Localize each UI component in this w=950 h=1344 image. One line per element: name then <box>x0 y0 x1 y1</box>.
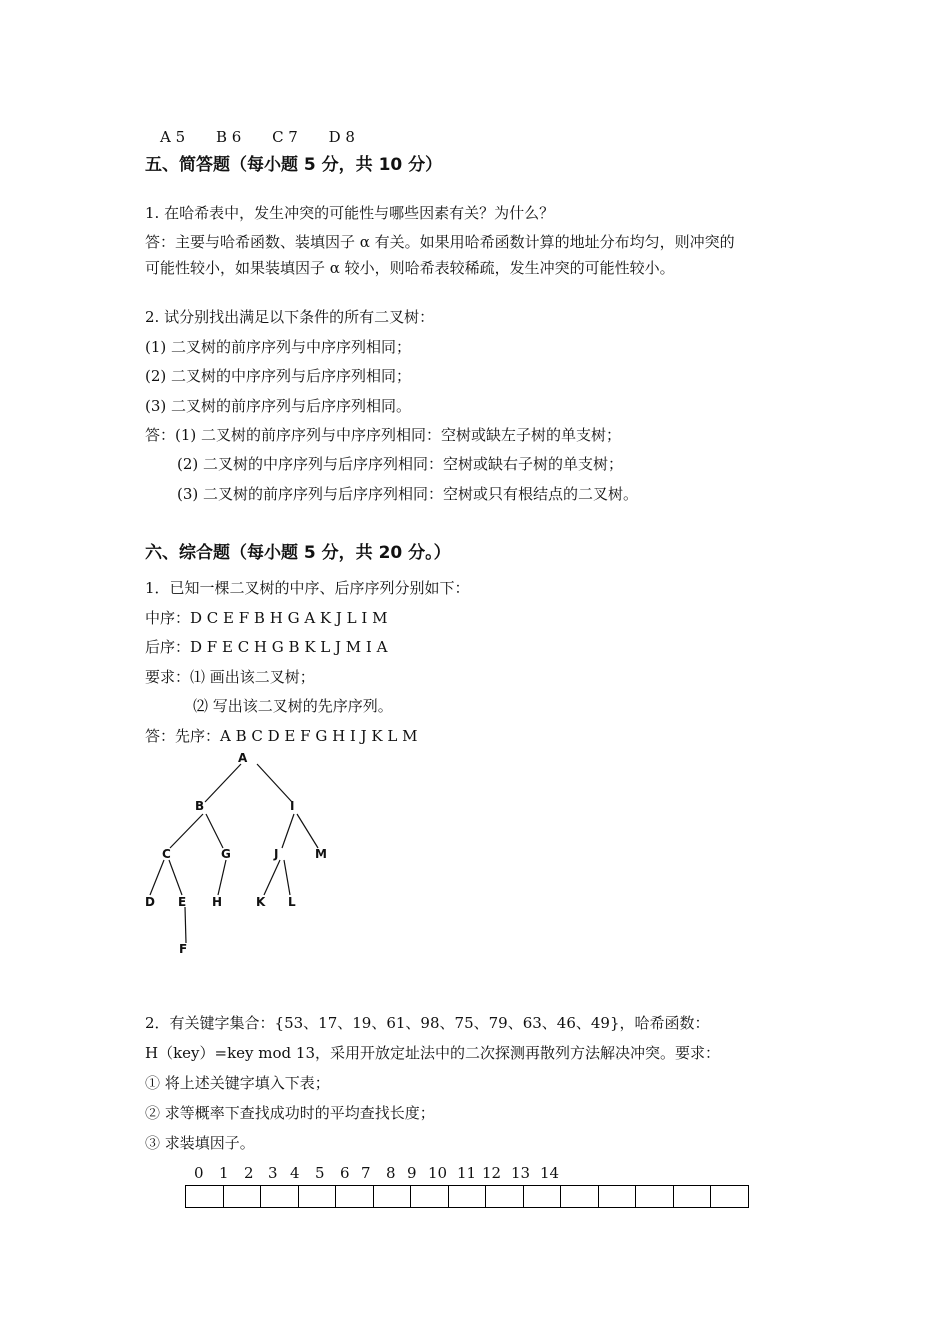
s6-q1-req1: 要求：⑴ 画出该二叉树； <box>145 668 315 686</box>
node-l: L <box>288 895 296 909</box>
edge-b-g <box>206 814 223 848</box>
hash-cell <box>598 1186 636 1208</box>
s5-q2-cond2: (2) 二叉树的中序序列与后序序列相同； <box>145 367 412 385</box>
index-8: 8 <box>386 1164 396 1182</box>
hash-cell <box>411 1186 449 1208</box>
node-b: B <box>195 799 205 813</box>
node-k: K <box>256 895 266 909</box>
edge-i-j <box>282 814 294 848</box>
index-5: 5 <box>315 1164 325 1182</box>
hash-cell <box>673 1186 711 1208</box>
option-d: D 8 <box>328 128 355 146</box>
index-2: 2 <box>244 1164 254 1182</box>
edge-e-f <box>185 907 186 943</box>
hash-cell <box>486 1186 524 1208</box>
choice-options <box>160 127 381 147</box>
hash-cell <box>373 1186 411 1208</box>
edge-g-h <box>218 860 226 895</box>
index-6: 6 <box>340 1164 350 1182</box>
s5-q2-question: 2. 试分别找出满足以下条件的所有二叉树： <box>145 308 435 326</box>
section5-title: 五、简答题（每小题 5 分，共 10 分） <box>145 155 443 175</box>
hash-cell <box>336 1186 374 1208</box>
node-j: J <box>274 847 279 861</box>
index-3: 3 <box>268 1164 278 1182</box>
node-h: H <box>212 895 223 909</box>
edge-i-m <box>297 814 318 848</box>
hash-table-row <box>186 1186 749 1208</box>
hash-cell <box>298 1186 336 1208</box>
hash-cell <box>523 1186 561 1208</box>
index-4: 4 <box>290 1164 300 1182</box>
node-g: G <box>221 847 231 861</box>
s5-q1-answer-line1: 答：主要与哈希函数、装填因子 α 有关。如果用哈希函数计算的地址分布均匀，则冲突的 <box>145 233 735 251</box>
node-m: M <box>315 847 327 861</box>
s5-q1-question: 1. 在哈希表中，发生冲突的可能性与哪些因素有关？为什么？ <box>145 204 555 222</box>
edge-a-b <box>205 764 241 802</box>
s5-q2-ans3: (3) 二叉树的前序序列与后序序列相同：空树或只有根结点的二叉树。 <box>177 485 639 503</box>
s6-q1-req2: ⑵ 写出该二叉树的先序序列。 <box>193 697 393 715</box>
index-9: 9 <box>407 1164 417 1182</box>
s6-q1-postorder: 后序：D F E C H G B K L J M I A <box>145 638 388 656</box>
hash-cell <box>711 1186 749 1208</box>
node-c: C <box>162 847 171 861</box>
edge-c-d <box>150 860 164 895</box>
option-c: C 7 <box>272 128 298 146</box>
node-e: E <box>178 895 187 909</box>
s5-q2-cond1: (1) 二叉树的前序序列与中序序列相同； <box>145 338 412 356</box>
index-1: 1 <box>219 1164 229 1182</box>
index-0: 0 <box>194 1164 204 1182</box>
s6-q2-line2: H（key）=key mod 13，采用开放定址法中的二次探测再散列方法解决冲突。要求： <box>145 1044 721 1062</box>
option-b: B 6 <box>215 128 242 146</box>
edge-c-e <box>169 860 182 895</box>
hash-cell <box>223 1186 261 1208</box>
binary-tree-diagram <box>140 748 340 963</box>
hash-cell <box>261 1186 299 1208</box>
s6-q1-answer: 答：先序：A B C D E F G H I J K L M <box>145 727 418 745</box>
s5-q2-cond3: (3) 二叉树的前序序列与后序序列相同。 <box>145 397 412 415</box>
s5-q2-ans2: (2) 二叉树的中序序列与后序序列相同：空树或缺右子树的单支树； <box>177 455 624 473</box>
index-7: 7 <box>361 1164 371 1182</box>
edge-b-c <box>170 814 203 848</box>
index-14: 14 <box>540 1164 560 1182</box>
s6-q2-req1: ① 将上述关键字填入下表； <box>145 1074 330 1092</box>
hash-cell <box>636 1186 674 1208</box>
node-d: D <box>145 895 155 909</box>
index-11: 11 <box>457 1164 477 1182</box>
edge-j-k <box>264 860 280 895</box>
s6-q2-req3: ③ 求装填因子。 <box>145 1134 255 1152</box>
s6-q1-question: 1．已知一棵二叉树的中序、后序序列分别如下： <box>145 579 470 597</box>
hash-cell <box>561 1186 599 1208</box>
option-a: A 5 <box>160 128 186 146</box>
section6-title: 六、综合题（每小题 5 分，共 20 分。） <box>145 543 451 563</box>
hash-cell <box>186 1186 224 1208</box>
node-i: I <box>290 799 295 813</box>
s5-q2-ans1: 答：(1) 二叉树的前序序列与中序序列相同：空树或缺左子树的单支树； <box>145 426 622 444</box>
s5-q1-answer-line2: 可能性较小，如果装填因子 α 较小，则哈希表较稀疏，发生冲突的可能性较小。 <box>145 259 675 277</box>
s6-q2-req2: ② 求等概率下查找成功时的平均查找长度； <box>145 1104 435 1122</box>
node-f: F <box>179 942 188 956</box>
hash-table <box>185 1185 749 1208</box>
hash-cell <box>448 1186 486 1208</box>
index-10: 10 <box>428 1164 448 1182</box>
index-12: 12 <box>482 1164 502 1182</box>
s6-q2-line1: 2．有关键字集合：{53、17、19、61、98、75、79、63、46、49}，哈希函数： <box>145 1014 710 1032</box>
node-a: A <box>238 751 248 765</box>
index-13: 13 <box>511 1164 531 1182</box>
edge-j-l <box>284 860 290 895</box>
edge-a-i <box>257 764 292 802</box>
s6-q1-inorder: 中序：D C E F B H G A K J L I M <box>145 609 388 627</box>
